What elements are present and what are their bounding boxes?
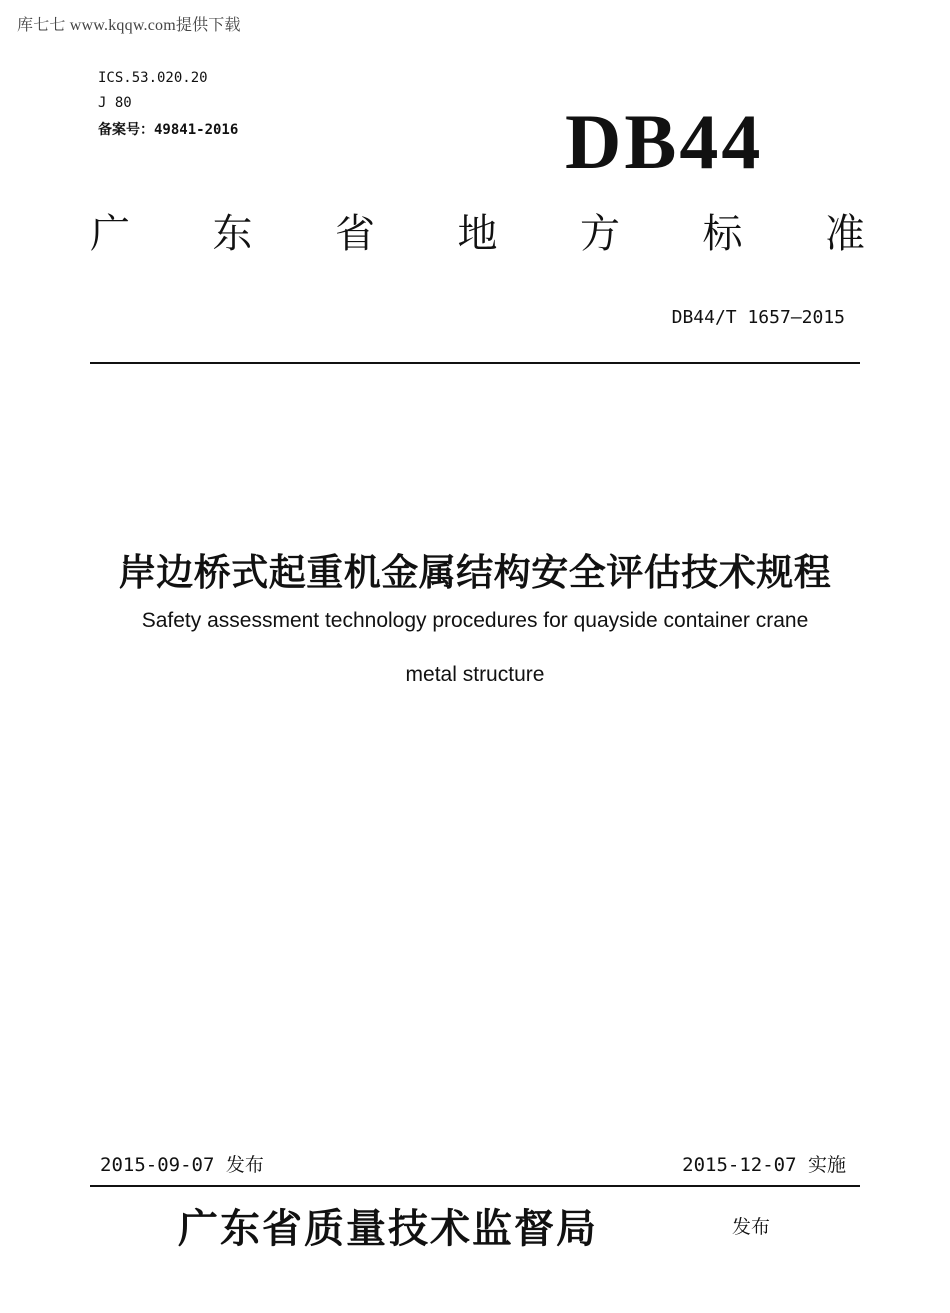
standard-type-heading — [90, 211, 865, 257]
standard-type-char: 地 — [457, 211, 498, 257]
standard-number: DB44/T 1657—2015 — [671, 307, 845, 328]
watermark-text: 库七七 www.kqqw.com提供下载 — [17, 17, 241, 34]
db-code-logo: DB44 — [565, 98, 764, 185]
title-english-line-1: Safety assessment technology procedures for quayside container crane — [141, 609, 809, 632]
ics-code: ICS.53.020.20 — [98, 70, 208, 86]
bottom-divider — [90, 1185, 860, 1187]
ccs-code: J 80 — [98, 95, 132, 111]
implementation-date: 2015-12-07 实施 — [682, 1154, 846, 1176]
standard-type-char: 准 — [825, 211, 865, 257]
title-english-line-2: metal structure — [405, 663, 545, 686]
title-chinese: 岸边桥式起重机金属结构安全评估技术规程 — [118, 551, 832, 594]
standard-type-char: 标 — [702, 211, 743, 257]
standard-type-char: 方 — [580, 211, 620, 257]
top-divider — [90, 362, 860, 364]
issuing-authority-suffix: 发布 — [732, 1216, 771, 1238]
standard-type-char: 省 — [335, 211, 375, 257]
issue-date: 2015-09-07 发布 — [100, 1154, 264, 1176]
standard-type-char: 东 — [212, 211, 253, 257]
standard-type-char: 广 — [90, 211, 130, 257]
issuing-authority: 广东省质量技术监督局 — [178, 1205, 598, 1252]
record-number: 备案号：49841-2016 — [98, 122, 239, 138]
